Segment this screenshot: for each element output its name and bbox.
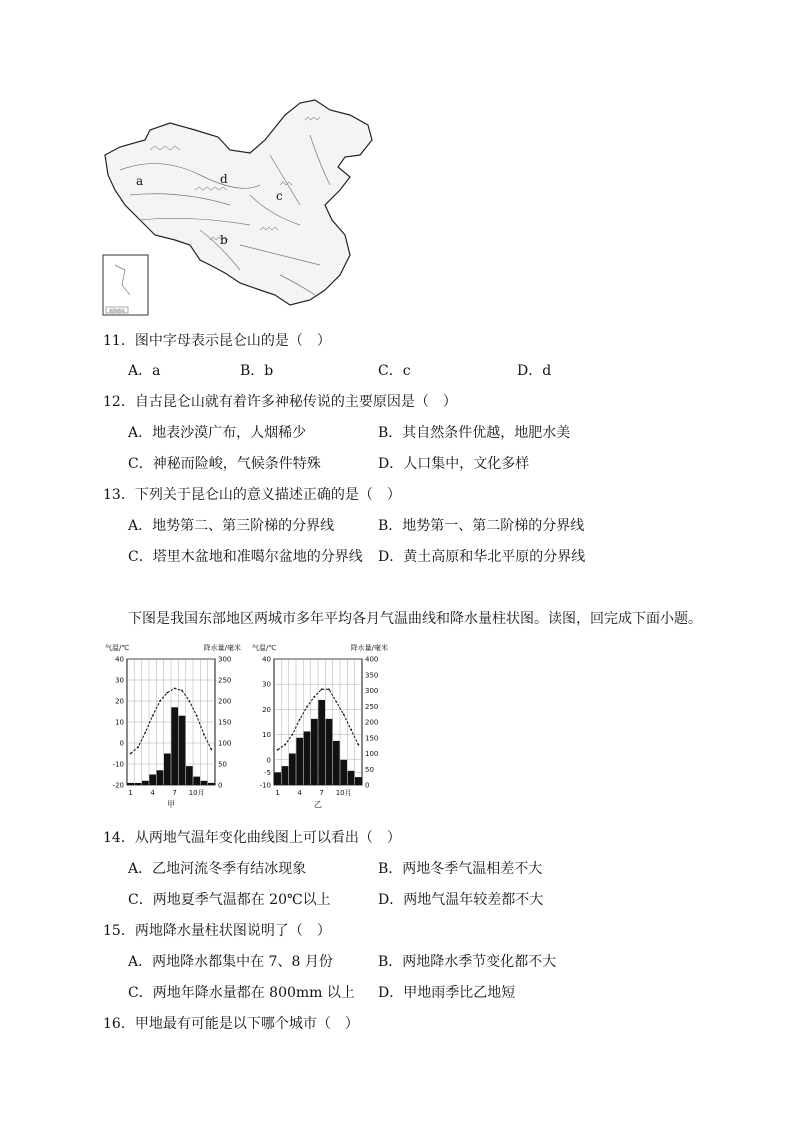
question-11: 11．图中字母表示昆仑山的是（ ） [103,333,331,349]
month-tick-label: 4 [150,789,155,797]
precip-tick-label: 250 [365,702,379,711]
map-inset-caption: 南海诸岛 [109,308,125,313]
q13-option-b[interactable]: B．地势第一、第二阶梯的分界线 [378,518,585,534]
q12-option-b[interactable]: B．其自然条件优越，地肥水美 [378,425,571,441]
left-axis-label: 气温/℃ [252,644,277,652]
temp-tick-label: 0 [266,756,271,765]
precip-bar-11 [201,781,208,785]
temperature-point-1 [130,753,132,755]
temp-tick-label: 0 [119,739,124,748]
precip-tick-label: 350 [365,671,379,680]
right-axis-label: 降水量/毫米 [350,644,388,652]
q12-option-c[interactable]: C．神秘而险峻，气候条件特殊 [128,456,321,472]
q15-option-c[interactable]: C．两地年降水量都在 800mm 以上 [128,985,355,1001]
temperature-point-5 [306,706,308,708]
q14-option-c[interactable]: C．两地夏季气温都在 20℃以上 [128,892,331,908]
q15-option-a[interactable]: A．两地降水都集中在 7、8 月份 [128,954,333,970]
precip-bar-12 [208,783,215,785]
precip-bar-7 [318,700,325,785]
temperature-point-3 [144,732,146,734]
precip-bar-9 [333,741,340,785]
question-14: 14．从两地气温年变化曲线图上可以看出（ ） [103,830,401,846]
precip-bar-4 [149,775,156,786]
temperature-point-12 [357,744,359,746]
precip-bar-11 [348,771,355,785]
q15-option-b[interactable]: B．两地降水季节变化都不大 [378,954,557,970]
temp-tick-label: 40 [115,655,124,664]
question-12: 12．自古昆仑山就有着许多神秘传说的主要原因是（ ） [103,394,457,410]
temp-tick-label: -5 [264,768,271,777]
temperature-point-11 [203,734,205,736]
month-tick-label: 10月 [188,789,205,797]
q12-option-d[interactable]: D．人口集中，文化多样 [378,456,530,472]
precip-bar-10 [340,760,347,785]
temp-tick-label: 10 [262,731,271,740]
precip-bar-5 [157,770,164,785]
month-tick-label: 1 [128,789,133,797]
precip-bar-2 [282,766,289,785]
month-tick-label: 7 [319,789,324,797]
temperature-point-4 [299,719,301,721]
precip-bar-12 [355,777,362,785]
temp-tick-label: 30 [262,680,271,689]
temperature-point-4 [152,715,154,717]
month-tick-label: 7 [172,789,177,797]
precip-bar-2 [135,783,142,785]
temperature-point-8 [181,690,183,692]
q11-option-c[interactable]: C．c [378,363,411,379]
q11-option-b[interactable]: B．b [240,363,274,379]
temperature-point-8 [328,688,330,690]
precip-bar-10 [193,777,200,785]
precip-bar-3 [142,781,149,785]
precip-tick-label: 300 [218,655,232,664]
month-tick-label: 1 [275,789,280,797]
precip-bar-9 [186,766,193,785]
question-13: 13．下列关于昆仑山的意义描述正确的是（ ） [103,487,401,503]
precip-tick-label: 50 [365,765,374,774]
temperature-point-10 [343,714,345,716]
temperature-point-10 [196,715,198,717]
temperature-point-2 [137,746,139,748]
q15-option-d[interactable]: D．甲地雨季比乙地短 [378,985,516,1001]
map-letter-c: c [276,189,283,203]
map-letter-b: b [220,233,228,247]
right-axis-label: 降水量/毫米 [203,644,241,652]
precip-bar-1 [127,783,134,785]
q12-option-a[interactable]: A．地表沙漠广布，人烟稀少 [128,425,307,441]
q14-option-d[interactable]: D．两地气温年较差都不大 [378,892,544,908]
passage-text: 下图是我国东部地区两城市多年平均各月气温曲线和降水量柱状图。读图，回完成下面小题。 [128,611,702,627]
precip-bar-8 [326,719,333,785]
precip-bar-7 [171,707,178,785]
chart-name: 甲 [167,800,175,809]
q11-option-d[interactable]: D．d [517,363,552,379]
map-letter-d: d [220,172,228,186]
temp-tick-label: 20 [115,697,124,706]
precip-bar-1 [274,772,281,785]
precip-tick-label: 0 [218,781,223,790]
temperature-point-9 [335,701,337,703]
precip-tick-label: 100 [365,750,379,758]
temperature-point-6 [313,696,315,698]
precip-tick-label: 250 [218,676,232,685]
temp-tick-label: -10 [112,760,124,769]
precip-tick-label: 150 [365,734,379,743]
q13-option-c[interactable]: C．塔里木盆地和准噶尔盆地的分界线 [128,549,363,565]
temperature-point-7 [174,688,176,690]
q11-option-a[interactable]: A．a [128,363,161,379]
map-letter-a: a [136,174,144,188]
month-tick-label: 10月 [335,789,352,797]
q13-option-d[interactable]: D．黄土高原和华北平原的分界线 [378,549,586,565]
precip-tick-label: 400 [365,655,379,664]
temp-tick-label: -10 [259,781,271,790]
temperature-point-7 [321,688,323,690]
precip-tick-label: 300 [365,687,379,695]
precip-bar-5 [304,731,311,785]
climate-chart-jia [103,637,243,812]
precip-tick-label: 0 [365,781,370,790]
china-terrain-map [100,95,380,320]
q14-option-b[interactable]: B．两地冬季气温相差不大 [378,861,543,877]
temp-tick-label: 10 [115,718,124,727]
question-15: 15．两地降水量柱状图说明了（ ） [103,923,331,939]
precip-bar-3 [289,754,296,786]
month-tick-label: 4 [297,789,302,797]
temperature-point-12 [210,748,212,750]
chart-name: 乙 [314,800,322,809]
temp-tick-label: 40 [262,655,271,664]
precip-bar-6 [164,754,171,786]
precip-tick-label: 150 [218,718,232,727]
precip-bar-8 [179,716,186,785]
q14-option-a[interactable]: A．乙地河流冬季有结冰现象 [128,861,307,877]
precip-tick-label: 200 [365,718,379,727]
precip-tick-label: 200 [218,697,232,706]
precip-tick-label: 50 [218,760,227,769]
q13-option-a[interactable]: A．地势第二、第三阶梯的分界线 [128,518,335,534]
temperature-point-1 [277,749,279,751]
left-axis-label: 气温/℃ [105,644,130,652]
temperature-point-11 [350,729,352,731]
temperature-point-9 [188,700,190,702]
question-16: 16．甲地最有可能是以下哪个城市（ ） [103,1016,359,1032]
temperature-point-2 [284,744,286,746]
temperature-point-3 [291,734,293,736]
temp-tick-label: 20 [262,705,271,714]
precip-tick-label: 100 [218,739,232,748]
temperature-point-6 [166,692,168,694]
precip-bar-4 [296,738,303,785]
climate-chart-yi [250,637,390,812]
temp-tick-label: -20 [112,781,124,790]
temperature-point-5 [159,700,161,702]
temp-tick-label: 30 [115,676,124,685]
precip-bar-6 [311,719,318,785]
